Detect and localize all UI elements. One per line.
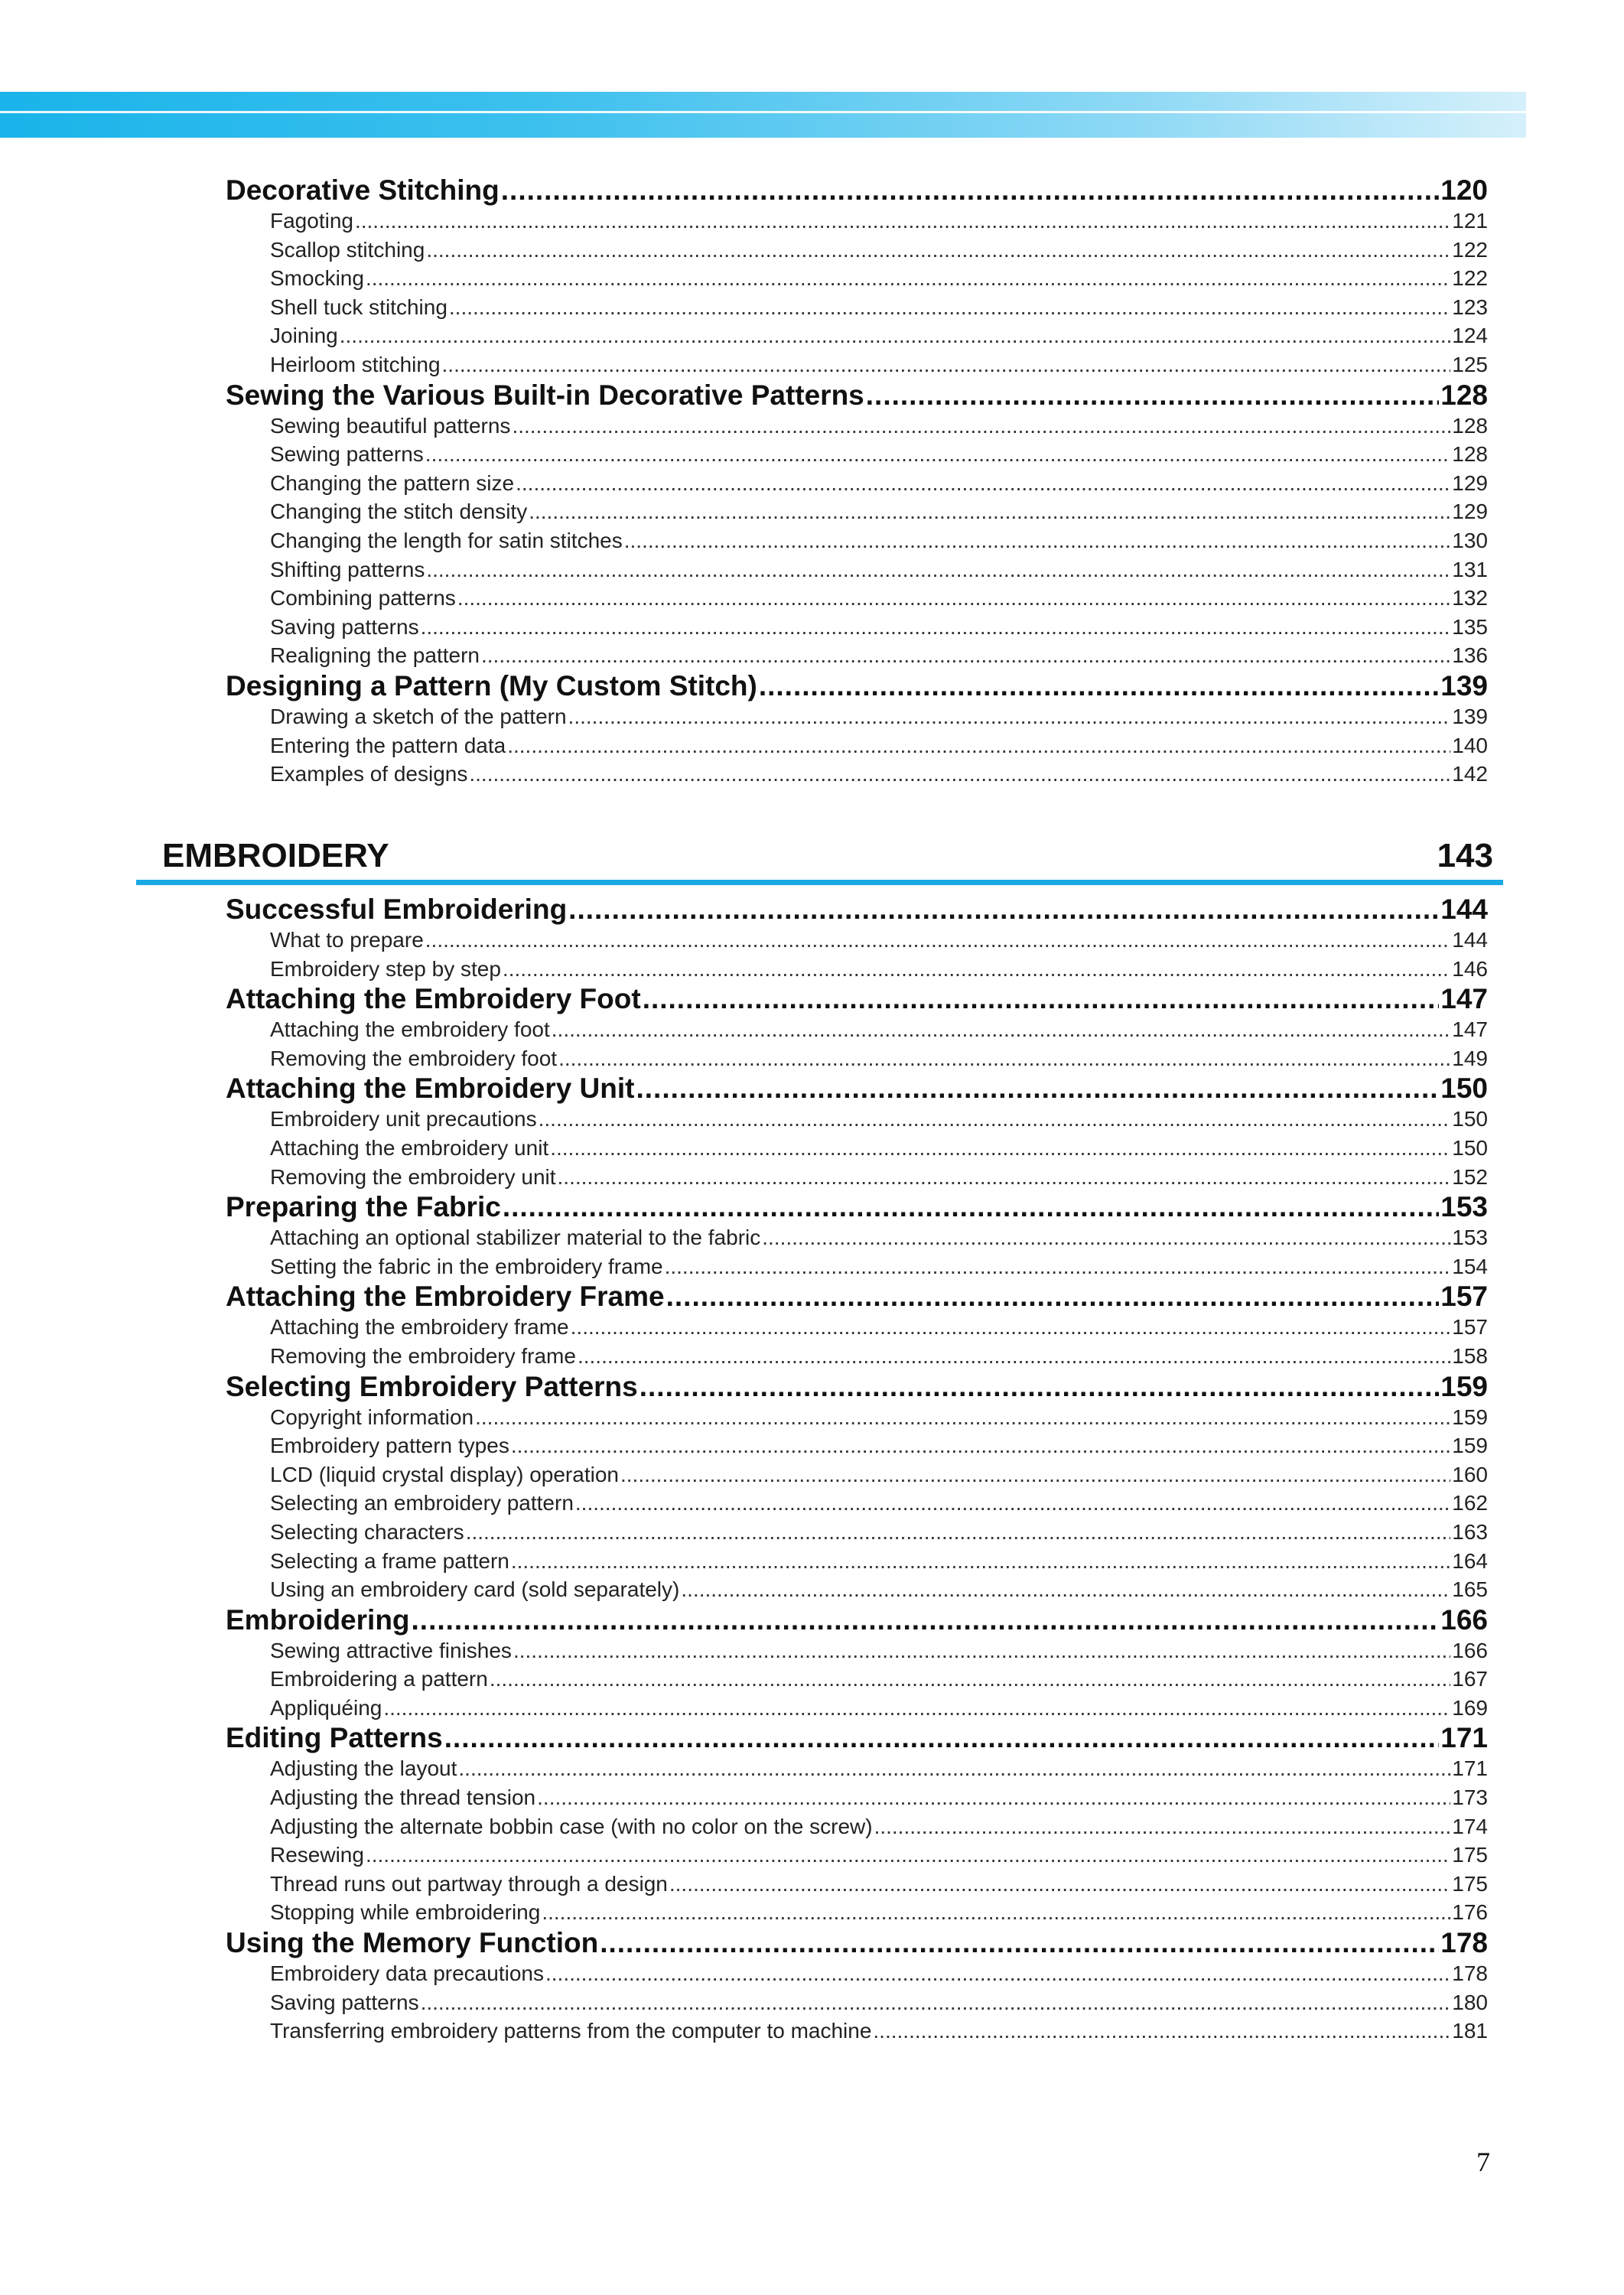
- toc-subsection-entry-title: Shifting patterns: [270, 557, 425, 581]
- toc-section-entry-page: 153: [1440, 1191, 1488, 1223]
- dot-leader: [466, 1518, 1451, 1547]
- toc-section-entry[interactable]: [226, 983, 1488, 1015]
- dot-leader: [512, 412, 1450, 441]
- toc-subsection-entry-title: Using an embroidery card (sold separately): [270, 1577, 680, 1602]
- dot-leader: [457, 584, 1450, 613]
- chapter-heading: [162, 832, 1493, 880]
- dot-leader: [442, 350, 1451, 379]
- toc-subsection-entry-page: 180: [1452, 1990, 1488, 2014]
- toc-section-entry[interactable]: [226, 1927, 1488, 1959]
- toc-subsection-entry[interactable]: [226, 1665, 1488, 1694]
- dot-leader: [542, 1898, 1450, 1927]
- toc-subsection-entry[interactable]: [226, 1313, 1488, 1342]
- toc-subsection-entry-title: Setting the fabric in the embroidery frame: [270, 1254, 663, 1278]
- toc-section-entry-title: Embroidering: [226, 1603, 410, 1636]
- toc-subsection-entry-title: Stopping while embroidering: [270, 1900, 541, 1925]
- dot-leader: [681, 1575, 1450, 1604]
- toc-subsection-entry[interactable]: [226, 1342, 1488, 1371]
- dot-leader: [643, 983, 1440, 1015]
- toc-subsection-entry-title: Heirloom stitching: [270, 352, 441, 376]
- toc-subsection-entry[interactable]: [226, 760, 1488, 789]
- toc-section-decorative: [226, 174, 1488, 789]
- toc-subsection-entry-page: 176: [1452, 1900, 1488, 1925]
- dot-leader: [624, 526, 1451, 555]
- dot-leader: [481, 641, 1450, 670]
- dot-leader: [866, 379, 1440, 412]
- dot-leader: [475, 1403, 1450, 1432]
- toc-section-entry-page: 147: [1440, 983, 1488, 1015]
- dot-leader: [558, 1044, 1450, 1073]
- toc-subsection-entry-title: Sewing attractive finishes: [270, 1638, 512, 1662]
- toc-subsection-entry-page: 150: [1452, 1107, 1488, 1131]
- toc-subsection-entry-title: Selecting an embroidery pattern: [270, 1491, 574, 1515]
- toc-subsection-entry-page: 165: [1452, 1577, 1488, 1602]
- toc-section-entry-page: 120: [1440, 174, 1488, 206]
- dot-leader: [552, 1015, 1451, 1044]
- toc-subsection-entry-page: 171: [1452, 1756, 1488, 1781]
- toc-subsection-entry-title: Scallop stitching: [270, 237, 425, 262]
- toc-subsection-entry-title: Sewing patterns: [270, 442, 424, 467]
- dot-leader: [568, 702, 1451, 731]
- toc-subsection-entry[interactable]: [226, 1460, 1488, 1489]
- toc-section-entry[interactable]: [226, 1281, 1488, 1313]
- toc-subsection-entry-title: Attaching the embroidery unit: [270, 1135, 549, 1160]
- toc-subsection-entry-title: Embroidery data precautions: [270, 1961, 544, 1986]
- dot-leader: [469, 760, 1450, 789]
- dot-leader: [340, 321, 1451, 350]
- toc-section-entry[interactable]: [226, 379, 1488, 412]
- toc-section-entry-title: Sewing the Various Built-in Decorative Patterns: [226, 379, 864, 411]
- dot-leader: [511, 1431, 1450, 1460]
- toc-section-entry-title: Using the Memory Function: [226, 1927, 599, 1959]
- toc-subsection-entry-title: Embroidery pattern types: [270, 1434, 509, 1458]
- toc-section-entry-page: 166: [1440, 1603, 1488, 1636]
- toc-subsection-entry[interactable]: [226, 1223, 1488, 1252]
- dot-leader: [516, 469, 1450, 498]
- toc-subsection-entry-page: 136: [1452, 643, 1488, 668]
- chapter-title: EMBROIDERY: [162, 837, 389, 874]
- toc-section-embroidery: [226, 894, 1488, 2046]
- toc-subsection-entry-page: 159: [1452, 1405, 1488, 1429]
- toc-subsection-entry-title: Joining: [270, 324, 338, 348]
- toc-subsection-entry-title: Fagoting: [270, 209, 353, 233]
- toc-subsection-entry[interactable]: [226, 1575, 1488, 1604]
- toc-subsection-entry[interactable]: [226, 1547, 1488, 1576]
- toc-section-entry-page: 128: [1440, 379, 1488, 411]
- toc-subsection-entry-title: Smocking: [270, 266, 364, 291]
- toc-subsection-entry-page: 175: [1452, 1843, 1488, 1867]
- toc-subsection-entry[interactable]: [226, 2017, 1488, 2046]
- dot-leader: [665, 1252, 1451, 1281]
- chapter-page: 143: [1437, 837, 1493, 874]
- toc-subsection-entry-title: Removing the embroidery foot: [270, 1046, 558, 1070]
- toc-subsection-entry-title: Adjusting the layout: [270, 1756, 457, 1781]
- toc-section-entry-page: 150: [1440, 1073, 1488, 1105]
- toc-subsection-entry[interactable]: [226, 293, 1488, 322]
- dot-leader: [444, 1722, 1440, 1754]
- toc-subsection-entry[interactable]: [226, 1403, 1488, 1432]
- toc-subsection-entry[interactable]: [226, 613, 1488, 642]
- toc-subsection-entry[interactable]: [226, 1489, 1488, 1518]
- toc-subsection-entry-page: 162: [1452, 1491, 1488, 1515]
- toc-subsection-entry-page: 128: [1452, 413, 1488, 438]
- toc-subsection-entry-page: 166: [1452, 1638, 1488, 1662]
- toc-subsection-entry-page: 157: [1452, 1315, 1488, 1340]
- page-number: 7: [1476, 2147, 1490, 2177]
- toc-section-entry-page: 144: [1440, 894, 1488, 925]
- dot-leader: [873, 2017, 1450, 2046]
- toc-section-entry[interactable]: [226, 1371, 1488, 1403]
- toc-subsection-entry-title: Changing the length for satin stitches: [270, 528, 623, 552]
- toc-subsection-entry-page: 121: [1452, 209, 1488, 233]
- dot-leader: [539, 1105, 1451, 1134]
- toc-section-entry-title: Successful Embroidering: [226, 894, 568, 925]
- toc-subsection-entry-page: 178: [1452, 1961, 1488, 1986]
- toc-subsection-entry[interactable]: [226, 1015, 1488, 1044]
- toc-subsection-entry[interactable]: [226, 440, 1488, 469]
- toc-section-entry[interactable]: [226, 1604, 1488, 1636]
- toc-section-entry-page: 171: [1440, 1722, 1488, 1754]
- toc-subsection-entry[interactable]: [226, 641, 1488, 670]
- dot-leader: [575, 1489, 1450, 1518]
- toc-subsection-entry[interactable]: [226, 1163, 1488, 1192]
- toc-section-entry[interactable]: [226, 1191, 1488, 1223]
- toc-section-entry-title: Attaching the Embroidery Frame: [226, 1281, 665, 1313]
- toc-subsection-entry[interactable]: [226, 1870, 1488, 1899]
- dot-leader: [366, 1841, 1450, 1870]
- toc-subsection-entry[interactable]: [226, 955, 1488, 984]
- toc-subsection-entry[interactable]: [226, 1105, 1488, 1134]
- toc-section-entry[interactable]: [226, 894, 1488, 926]
- toc-section-entry-page: 159: [1440, 1370, 1488, 1402]
- dot-leader: [503, 1191, 1439, 1223]
- toc-subsection-entry[interactable]: [226, 731, 1488, 760]
- toc-subsection-entry[interactable]: [226, 1134, 1488, 1163]
- toc-section-entry-page: 139: [1440, 669, 1488, 702]
- toc-subsection-entry[interactable]: [226, 321, 1488, 350]
- toc-subsection-entry-page: 150: [1452, 1135, 1488, 1160]
- toc-section-entry-title: Preparing the Fabric: [226, 1191, 501, 1223]
- toc-subsection-entry-title: Adjusting the alternate bobbin case (with no color on the screw): [270, 1814, 873, 1838]
- toc-subsection-entry-page: 169: [1452, 1695, 1488, 1720]
- toc-subsection-entry-title: Entering the pattern data: [270, 733, 506, 757]
- dot-leader: [666, 1281, 1440, 1313]
- toc-subsection-entry-title: Realigning the pattern: [270, 643, 480, 668]
- toc-section-entry-page: 178: [1440, 1927, 1488, 1959]
- toc-subsection-entry-title: Combining patterns: [270, 586, 456, 610]
- dot-leader: [421, 613, 1451, 642]
- toc-subsection-entry-title: Embroidering a pattern: [270, 1667, 488, 1691]
- toc-subsection-entry-title: Saving patterns: [270, 614, 419, 639]
- toc-section-entry[interactable]: [226, 174, 1488, 207]
- toc-subsection-entry-title: Thread runs out partway through a design: [270, 1871, 668, 1896]
- toc-section-entry[interactable]: [226, 1722, 1488, 1754]
- dot-leader: [578, 1342, 1450, 1371]
- toc-subsection-entry[interactable]: [226, 264, 1488, 293]
- toc-subsection-entry-page: 122: [1452, 237, 1488, 262]
- dot-leader: [366, 264, 1450, 293]
- toc-section-entry-title: Editing Patterns: [226, 1722, 443, 1754]
- toc-subsection-entry-page: 181: [1452, 2019, 1488, 2043]
- toc-subsection-entry[interactable]: [226, 1518, 1488, 1547]
- toc-subsection-entry-page: 135: [1452, 614, 1488, 639]
- toc-subsection-entry[interactable]: [226, 350, 1488, 379]
- toc-subsection-entry-page: 163: [1452, 1519, 1488, 1544]
- toc-subsection-entry-title: LCD (liquid crystal display) operation: [270, 1462, 619, 1486]
- toc-section-entry-title: Attaching the Embroidery Foot: [226, 983, 641, 1015]
- toc-subsection-entry-page: 175: [1452, 1871, 1488, 1896]
- dot-leader: [545, 1959, 1450, 1988]
- dot-leader: [490, 1665, 1450, 1694]
- toc-subsection-entry-title: Removing the embroidery frame: [270, 1343, 576, 1368]
- toc-subsection-entry[interactable]: [226, 1431, 1488, 1460]
- toc-subsection-entry[interactable]: [226, 1959, 1488, 1988]
- toc-subsection-entry[interactable]: [226, 236, 1488, 265]
- dot-leader: [383, 1694, 1450, 1723]
- dot-leader: [425, 440, 1450, 469]
- toc-subsection-entry-title: Attaching an optional stabilizer material to the fabric: [270, 1226, 761, 1250]
- toc-subsection-entry-title: Embroidery step by step: [270, 956, 501, 981]
- toc-subsection-entry[interactable]: [226, 1812, 1488, 1841]
- dot-leader: [511, 1547, 1450, 1576]
- dot-leader: [425, 926, 1451, 955]
- dot-leader: [620, 1460, 1450, 1489]
- toc-subsection-entry-page: 130: [1452, 528, 1488, 552]
- toc-subsection-entry[interactable]: [226, 1898, 1488, 1927]
- dot-leader: [458, 1754, 1450, 1783]
- toc-subsection-entry[interactable]: [226, 497, 1488, 526]
- toc-subsection-entry-title: Changing the stitch density: [270, 500, 528, 524]
- toc-section-entry-title: Designing a Pattern (My Custom Stitch): [226, 669, 757, 702]
- dot-leader: [600, 1927, 1439, 1959]
- dot-leader: [558, 1163, 1451, 1192]
- toc-subsection-entry-title: What to prepare: [270, 928, 424, 952]
- toc-subsection-entry-title: Attaching the embroidery foot: [270, 1017, 550, 1042]
- dot-leader: [449, 293, 1450, 322]
- toc-subsection-entry[interactable]: [226, 1783, 1488, 1812]
- dot-leader: [507, 731, 1450, 760]
- toc-section-entry-title: Attaching the Embroidery Unit: [226, 1073, 635, 1105]
- dot-leader: [640, 1371, 1440, 1403]
- dot-leader: [759, 670, 1439, 702]
- toc-subsection-entry-title: Embroidery unit precautions: [270, 1107, 537, 1131]
- toc-subsection-entry[interactable]: [226, 1044, 1488, 1073]
- toc-subsection-entry-page: 160: [1452, 1462, 1488, 1486]
- toc-subsection-entry-page: 154: [1452, 1254, 1488, 1278]
- toc-subsection-entry-page: 131: [1452, 557, 1488, 581]
- toc-subsection-entry-title: Selecting characters: [270, 1519, 464, 1544]
- toc-subsection-entry-page: 152: [1452, 1164, 1488, 1189]
- toc-subsection-entry[interactable]: [226, 526, 1488, 555]
- toc-subsection-entry-page: 164: [1452, 1548, 1488, 1573]
- dot-leader: [412, 1604, 1440, 1636]
- toc-subsection-entry-page: 159: [1452, 1434, 1488, 1458]
- toc-subsection-entry-page: 129: [1452, 500, 1488, 524]
- toc-subsection-entry[interactable]: [226, 469, 1488, 498]
- toc-subsection-entry-page: 146: [1452, 956, 1488, 981]
- toc-subsection-entry-page: 122: [1452, 266, 1488, 291]
- toc-subsection-entry-title: Shell tuck stitching: [270, 295, 447, 319]
- dot-leader: [503, 955, 1450, 984]
- dot-leader: [550, 1134, 1450, 1163]
- toc-subsection-entry[interactable]: [226, 1988, 1488, 2017]
- toc-subsection-entry-title: Examples of designs: [270, 762, 468, 786]
- toc-subsection-entry[interactable]: [226, 926, 1488, 955]
- toc-subsection-entry-title: Sewing beautiful patterns: [270, 413, 511, 438]
- dot-leader: [571, 1313, 1451, 1342]
- dot-leader: [355, 207, 1450, 236]
- toc-subsection-entry-page: 153: [1452, 1226, 1488, 1250]
- toc-subsection-entry-title: Changing the pattern size: [270, 470, 515, 495]
- toc-subsection-entry-page: 125: [1452, 352, 1488, 376]
- toc-subsection-entry-title: Saving patterns: [270, 1990, 419, 2014]
- toc-subsection-entry-title: Drawing a sketch of the pattern: [270, 704, 567, 728]
- toc-subsection-entry-title: Adjusting the thread tension: [270, 1786, 536, 1810]
- toc-subsection-entry-page: 174: [1452, 1814, 1488, 1838]
- toc-subsection-entry-page: 158: [1452, 1343, 1488, 1368]
- header-color-bar: [0, 92, 1526, 138]
- dot-leader: [669, 1870, 1450, 1899]
- toc-subsection-entry-title: Attaching the embroidery frame: [270, 1315, 569, 1340]
- toc-subsection-entry[interactable]: [226, 1694, 1488, 1723]
- dot-leader: [426, 555, 1450, 584]
- toc-subsection-entry-page: 173: [1452, 1786, 1488, 1810]
- toc-subsection-entry-title: Removing the embroidery unit: [270, 1164, 556, 1189]
- toc-section-entry-title: Selecting Embroidery Patterns: [226, 1370, 638, 1402]
- toc-subsection-entry[interactable]: [226, 207, 1488, 236]
- toc-section-entry-page: 157: [1440, 1281, 1488, 1313]
- toc-subsection-entry-page: 144: [1452, 928, 1488, 952]
- toc-section-entry[interactable]: [226, 670, 1488, 702]
- dot-leader: [537, 1783, 1450, 1812]
- toc-subsection-entry-page: 123: [1452, 295, 1488, 319]
- toc-subsection-entry-page: 167: [1452, 1667, 1488, 1691]
- toc-subsection-entry[interactable]: [226, 702, 1488, 731]
- toc-subsection-entry[interactable]: [226, 1754, 1488, 1783]
- dot-leader: [636, 1073, 1439, 1105]
- toc-subsection-entry[interactable]: [226, 1252, 1488, 1281]
- toc-subsection-entry-page: 128: [1452, 442, 1488, 467]
- toc-subsection-entry-page: 140: [1452, 733, 1488, 757]
- toc-subsection-entry-page: 149: [1452, 1046, 1488, 1070]
- toc-subsection-entry-title: Resewing: [270, 1843, 364, 1867]
- toc-subsection-entry-page: 124: [1452, 324, 1488, 348]
- dot-leader: [501, 174, 1440, 207]
- dot-leader: [874, 1812, 1451, 1841]
- toc-subsection-entry-page: 129: [1452, 470, 1488, 495]
- toc-subsection-entry-title: Appliquéing: [270, 1695, 382, 1720]
- dot-leader: [513, 1636, 1450, 1665]
- dot-leader: [426, 236, 1450, 265]
- toc-subsection-entry-page: 139: [1452, 704, 1488, 728]
- dot-leader: [568, 894, 1439, 926]
- toc-subsection-entry-page: 147: [1452, 1017, 1488, 1042]
- chapter-rule: [136, 880, 1503, 885]
- toc-section-entry-title: Decorative Stitching: [226, 174, 500, 206]
- toc-section-entry[interactable]: [226, 1073, 1488, 1105]
- dot-leader: [529, 497, 1450, 526]
- toc-subsection-entry[interactable]: [226, 555, 1488, 584]
- dot-leader: [421, 1988, 1451, 2017]
- toc-subsection-entry[interactable]: [226, 1636, 1488, 1665]
- toc-subsection-entry[interactable]: [226, 584, 1488, 613]
- toc-subsection-entry-page: 132: [1452, 586, 1488, 610]
- toc-subsection-entry[interactable]: [226, 1841, 1488, 1870]
- toc-subsection-entry-title: Transferring embroidery patterns from the computer to machine: [270, 2019, 872, 2043]
- toc-subsection-entry-title: Copyright information: [270, 1405, 474, 1429]
- toc-subsection-entry[interactable]: [226, 412, 1488, 441]
- dot-leader: [762, 1223, 1450, 1252]
- toc-subsection-entry-page: 142: [1452, 762, 1488, 786]
- toc-subsection-entry-title: Selecting a frame pattern: [270, 1548, 509, 1573]
